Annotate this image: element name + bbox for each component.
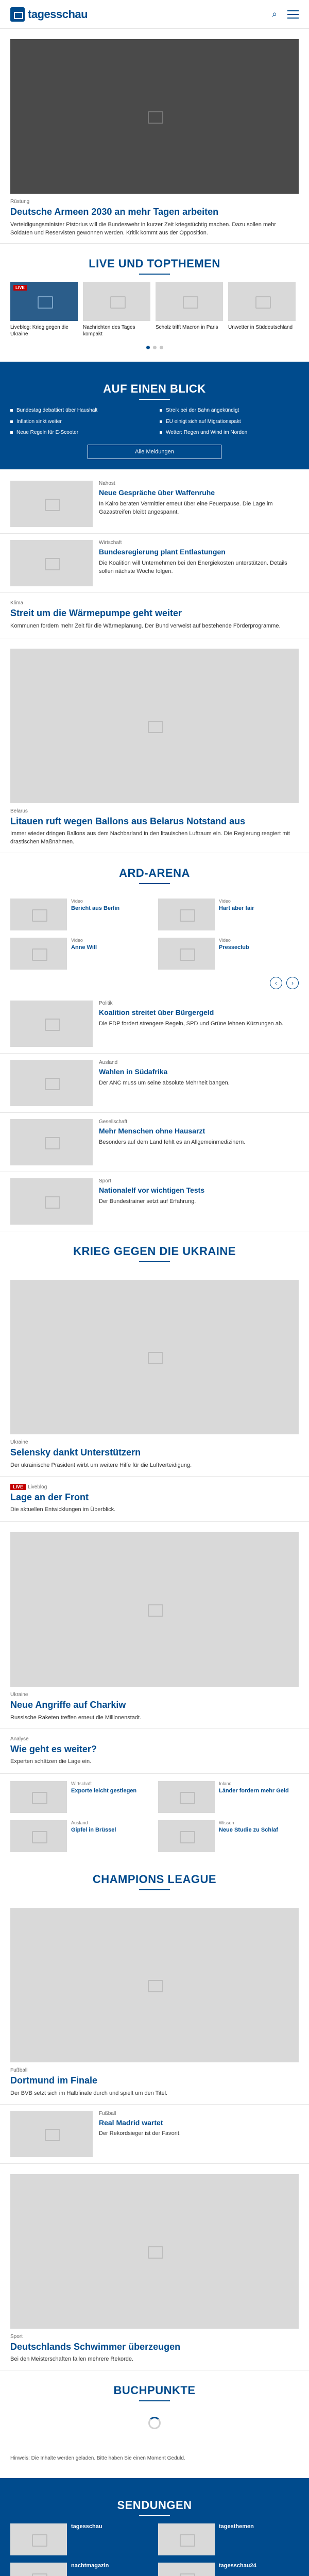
live-card-text: Liveblog: Krieg gegen die Ukraine (10, 325, 68, 337)
teaser-overline: Politik (99, 1000, 113, 1006)
teaser-headline[interactable]: Mehr Menschen ohne Hausarzt (99, 1126, 205, 1135)
teaser-big[interactable] (0, 1897, 309, 2105)
teaser-text: Die aktuellen Entwicklungen im Überblick. (10, 1506, 116, 1513)
teaser-big[interactable] (0, 1269, 309, 1477)
ard-item-label: Presseclub (219, 944, 249, 951)
news-item-label: Neue Studie zu Schlaf (219, 1827, 278, 1834)
teaser-overline: Ausland (99, 1059, 118, 1065)
teaser-headline[interactable]: Selensky dankt Unterstützern (10, 1447, 141, 1458)
ard-item[interactable] (158, 938, 299, 970)
sendung-item[interactable] (10, 2563, 151, 2576)
live-card-image (228, 282, 296, 321)
live-card-text: Nachrichten des Tages kompakt (83, 325, 135, 337)
ard-item-image (158, 938, 215, 970)
teaser-text: Russische Raketen treffen erneut die Millionenstadt. (10, 1714, 142, 1721)
news-item-label: Gipfel in Brüssel (71, 1827, 116, 1834)
news-item-overline: Ausland (71, 1820, 88, 1826)
teaser-text: Der Bundestrainer setzt auf Erfahrung. (99, 1198, 196, 1205)
teaser-overline: LIVE Liveblog (10, 1484, 299, 1490)
live-card-image (10, 282, 78, 321)
live-card[interactable] (10, 282, 78, 337)
overview-item[interactable]: Inflation sinkt weiter (10, 418, 149, 426)
teaser-row[interactable] (0, 2105, 309, 2164)
carousel-dot[interactable] (153, 346, 157, 349)
teaser-text: Die Koalition will Unternehmen bei den Energiekosten unterstützen. Details sollen nächste Woche folgen. (99, 560, 287, 574)
sendung-label: tagesthemen (219, 2523, 254, 2530)
news-item-image (10, 1781, 67, 1813)
teaser-image (10, 1178, 93, 1225)
teaser-text: Der ANC muss um seine absolute Mehrheit bangen. (99, 1079, 230, 1086)
live-carousel (0, 282, 309, 342)
ard-item-image (10, 899, 67, 930)
overview-item[interactable]: Neue Regeln für E-Scooter (10, 429, 149, 436)
ard-item-overline: Video (71, 937, 83, 943)
teaser-medium[interactable] (0, 1729, 309, 1774)
teaser-image (10, 1532, 299, 1687)
teaser-text: Kommunen fordern mehr Zeit für die Wärmeplanung. Der Bund verweist auf bestehende Förderprogramme. (10, 622, 281, 629)
teaser-image (10, 481, 93, 527)
overview-title: AUF EINEN BLICK (10, 382, 299, 400)
live-badge: LIVE (13, 285, 27, 291)
menu-icon[interactable] (287, 10, 299, 19)
sendung-item[interactable] (158, 2563, 299, 2576)
news-item-image (158, 1781, 215, 1813)
teaser-text: Der BVB setzt sich im Halbfinale durch und spielt um den Titel. (10, 2090, 168, 2096)
teaser-overline: Analyse (10, 1736, 29, 1742)
live-label: LIVE (10, 1484, 26, 1490)
teaser-headline[interactable]: Deutschlands Schwimmer überzeugen (10, 2341, 181, 2352)
ard-grid (0, 891, 309, 977)
teaser-overline: Sport (99, 1178, 111, 1184)
sendung-image (158, 2563, 215, 2576)
news-item-image (158, 1820, 215, 1852)
overview-item[interactable]: EU einigt sich auf Migrationspakt (160, 418, 299, 426)
ard-item-label: Bericht aus Berlin (71, 905, 120, 911)
ard-item[interactable] (158, 899, 299, 930)
news-item[interactable] (158, 1820, 299, 1852)
ard-item[interactable] (10, 899, 151, 930)
carousel-dot[interactable] (146, 346, 150, 349)
arrow-left-icon[interactable]: ‹ (270, 977, 282, 989)
news-item-overline: Wirtschaft (71, 1781, 92, 1787)
teaser-overline: Gesellschaft (99, 1118, 128, 1125)
teaser-headline[interactable]: Bundesregierung plant Entlastungen (99, 547, 226, 556)
sendung-image (10, 2523, 67, 2555)
news-item-image (10, 1820, 67, 1852)
ard-item-image (158, 899, 215, 930)
arrow-right-icon[interactable]: › (286, 977, 299, 989)
logo-text: tagesschau (28, 7, 88, 21)
logo-icon (10, 7, 25, 22)
sendungen-grid (10, 2523, 299, 2576)
sendung-image (10, 2563, 67, 2576)
teaser-big[interactable] (0, 1522, 309, 1729)
ard-item[interactable] (10, 938, 151, 970)
ukraine-section-title: KRIEG GEGEN DIE UKRAINE (0, 1245, 309, 1262)
teaser-image (10, 1280, 299, 1434)
teaser-image (10, 2111, 93, 2157)
teaser-headline[interactable]: Streit um die Wärmepumpe geht weiter (10, 607, 182, 618)
teaser-medium[interactable] (0, 593, 309, 638)
site-header (0, 0, 309, 29)
top-teaser-text: Verteidigungsminister Pistorius will die Bundeswehr in kurzer Zeit kriegstüchtig machen. Dazu sollen mehr Soldaten und Reservisten gewonnen werden. Kritik kommt aus der Opposition. (10, 221, 277, 236)
news-item-label: Exporte leicht gestiegen (71, 1788, 137, 1794)
live-card-text: Unwetter in Süddeutschland (228, 325, 293, 331)
ard-item-overline: Video (219, 898, 231, 904)
teaser-text: Die FDP fordert strengere Regeln, SPD und Grüne lehnen Kürzungen ab. (99, 1020, 284, 1027)
sendung-label: nachtmagazin (71, 2562, 109, 2569)
sendungen-box (0, 2478, 309, 2576)
teaser-overline: Wirtschaft (99, 539, 122, 546)
teaser-image (10, 1908, 299, 2062)
teaser-overline: Fußball (99, 2110, 116, 2116)
teaser-overline: Ukraine (10, 1692, 28, 1698)
teaser-image (10, 649, 299, 803)
teaser-text: Besonders auf dem Land fehlt es an Allgemeinmedizinern. (99, 1139, 246, 1145)
top-teaser[interactable] (0, 29, 309, 244)
teaser-overline: Klima (10, 600, 24, 606)
live-card-image (156, 282, 223, 321)
overview-item[interactable]: Wetter: Regen und Wind im Norden (160, 429, 299, 436)
carousel-dots (0, 342, 309, 357)
live-card[interactable] (156, 282, 223, 337)
news-item[interactable] (10, 1781, 151, 1813)
ard-item-overline: Video (219, 937, 231, 943)
cl-section-title: CHAMPIONS LEAGUE (0, 1873, 309, 1890)
sendung-item[interactable] (158, 2523, 299, 2555)
loading-spinner-icon (148, 2417, 161, 2429)
teaser-headline[interactable]: Wahlen in Südafrika (99, 1067, 168, 1076)
teaser-row[interactable] (0, 534, 309, 593)
teaser-overline: Ukraine (10, 1439, 28, 1445)
teaser-headline[interactable]: Nationalelf vor wichtigen Tests (99, 1185, 205, 1194)
top-teaser-headline[interactable]: Deutsche Armeen 2030 an mehr Tagen arbeiten (10, 207, 219, 217)
ard-item-label: Anne Will (71, 944, 97, 951)
teaser-headline[interactable]: Koalition streitet über Bürgergeld (99, 1008, 214, 1016)
carousel-dot[interactable] (160, 346, 163, 349)
teaser-image (10, 1119, 93, 1165)
live-section-title: LIVE UND TOPTHEMEN (0, 257, 309, 275)
ard-item-image (10, 938, 67, 970)
teaser-image (10, 1060, 93, 1106)
teaser-headline[interactable]: Lage an der Front (10, 1492, 89, 1502)
overview-item[interactable]: Streik bei der Bahn angekündigt (160, 407, 299, 414)
news-item-overline: Inland (219, 1781, 232, 1787)
teaser-overline: Belarus (10, 808, 28, 814)
live-card[interactable] (83, 282, 150, 337)
teaser-headline[interactable]: Litauen ruft wegen Ballons aus Belarus Notstand aus (10, 816, 246, 826)
teaser-image (10, 1001, 93, 1047)
teaser-medium[interactable] (0, 1477, 309, 1522)
logo[interactable] (10, 7, 88, 22)
ard-section-title: ARD-ARENA (0, 867, 309, 884)
teaser-image (10, 2174, 299, 2329)
news-item-overline: Wissen (219, 1820, 234, 1826)
teaser-overline: Fußball (10, 2067, 28, 2074)
teaser-headline[interactable]: Neue Angriffe auf Charkiw (10, 1700, 126, 1710)
live-card[interactable] (228, 282, 296, 337)
sendung-item[interactable] (10, 2523, 151, 2555)
teaser-row[interactable] (0, 994, 309, 1054)
teaser-text: Experten schätzen die Lage ein. (10, 1758, 92, 1765)
ard-item-overline: Video (71, 898, 83, 904)
teaser-big[interactable] (0, 2164, 309, 2371)
sendung-label: tagesschau (71, 2523, 102, 2530)
teaser-text: Immer wieder dringen Ballons aus dem Nachbarland in den litauischen Luftraum ein. Die Regierung reagiert mit drastischen Maßnahmen. (10, 831, 290, 845)
teaser-overline: Sport (10, 2333, 23, 2340)
teaser-row[interactable] (0, 1172, 309, 1231)
news-item-label: Länder fordern mehr Geld (219, 1788, 289, 1794)
teaser-image (10, 540, 93, 586)
teaser-headline[interactable]: Wie geht es weiter? (10, 1743, 97, 1754)
teaser-text: Bei den Meisterschaften fallen mehrere Rekorde. (10, 2356, 134, 2363)
news-item[interactable] (10, 1820, 151, 1852)
loading-notice: Hinweis: Die Inhalte werden geladen. Bitte haben Sie einen Moment Geduld. (10, 2455, 185, 2462)
buchpunkte-section-title: BUCHPUNKTE (0, 2384, 309, 2401)
top-teaser-image (10, 39, 299, 194)
top-teaser-overline: Rüstung (10, 199, 30, 205)
teaser-headline[interactable]: Dortmund im Finale (10, 2075, 98, 2086)
teaser-row[interactable] (0, 1054, 309, 1113)
teaser-row[interactable] (0, 1113, 309, 1172)
news-item[interactable] (158, 1781, 299, 1813)
teaser-text: Der Rekordsieger ist der Favorit. (99, 2130, 181, 2137)
sendungen-title: SENDUNGEN (10, 2499, 299, 2516)
teaser-text: Der ukrainische Präsident wirbt um weitere Hilfe für die Luftverteidigung. (10, 1462, 192, 1468)
overview-box (0, 362, 309, 469)
live-card-text: Scholz trifft Macron in Paris (156, 325, 218, 331)
live-card-image (83, 282, 150, 321)
news-grid (0, 1774, 309, 1859)
search-icon[interactable]: ⌕ (271, 9, 278, 19)
overview-list (10, 407, 299, 436)
header-icons (269, 9, 299, 20)
teaser-headline[interactable]: Real Madrid wartet (99, 2118, 163, 2127)
ard-item-label: Hart aber fair (219, 905, 254, 911)
teaser-text: In Kairo beraten Vermittler erneut über eine Feuerpause. Die Lage im Gazastreifen bleibt angespannt. (99, 500, 273, 515)
teaser-headline[interactable]: Neue Gespräche über Waffenruhe (99, 488, 215, 497)
sendung-image (158, 2523, 215, 2555)
teaser-big[interactable] (0, 638, 309, 853)
sendung-label: tagesschau24 (219, 2562, 256, 2569)
overview-item[interactable]: Bundestag debattiert über Haushalt (10, 407, 149, 414)
teaser-row[interactable] (0, 474, 309, 534)
ard-arrows (0, 977, 309, 994)
teaser-overline: Nahost (99, 480, 115, 486)
overview-all-button[interactable]: Alle Meldungen (88, 445, 221, 459)
